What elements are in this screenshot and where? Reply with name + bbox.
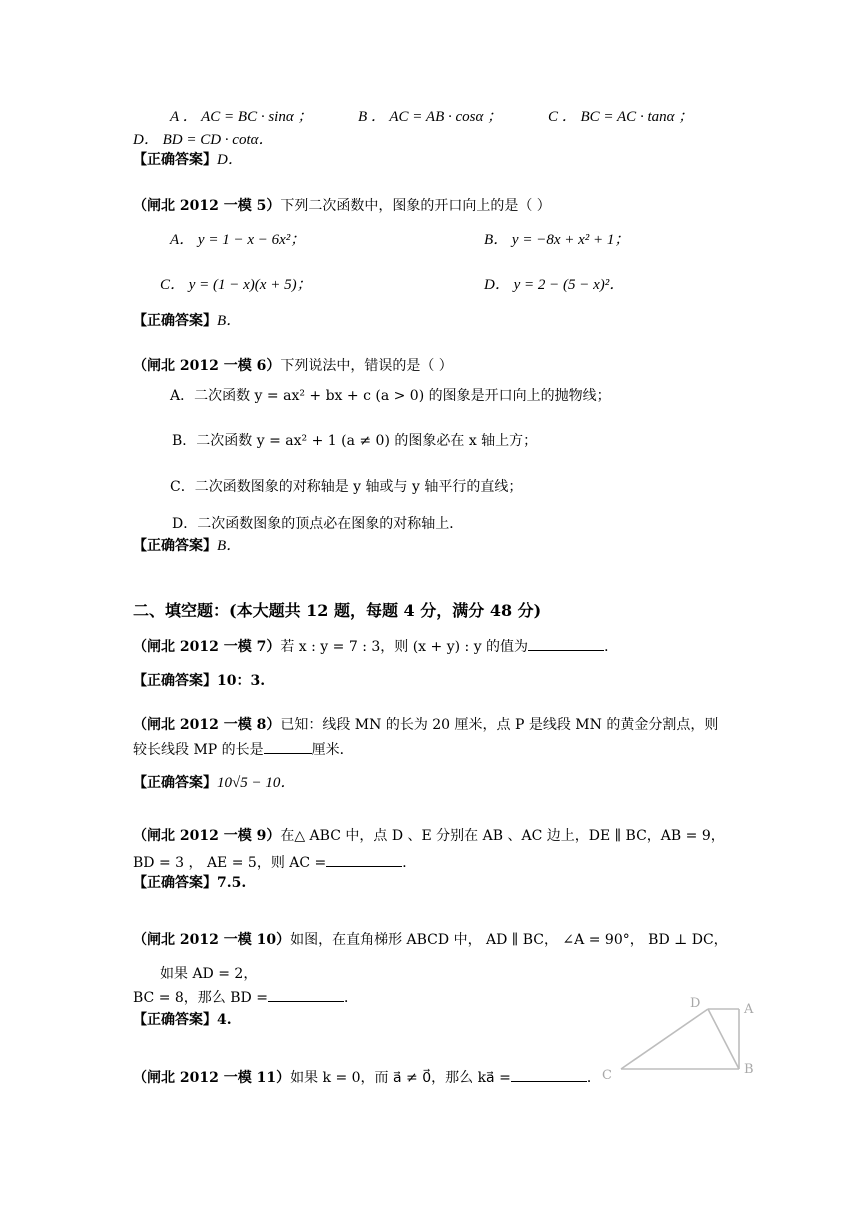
question-text: BD = 3 ， AE = 5，则 AC = [133, 855, 327, 871]
answer-value: 7.5. [217, 875, 247, 891]
label-a: A [744, 1002, 754, 1017]
q4-option-d: D． BD = CD · cotα． [133, 132, 274, 148]
answer-blank [511, 1067, 587, 1082]
answer-label: 【正确答案】 [133, 313, 217, 329]
q6-option-a: A．二次函数 y = ax² + bx + c (a > 0) 的图象是开口向上的抛物线； [170, 388, 611, 404]
q5-option-c: C． y = (1 − x)(x + 5)； [160, 277, 312, 293]
label-b: B [744, 1062, 754, 1077]
q10-stem-line3 [133, 987, 358, 1008]
question-text: 下列说法中，错误的是（ ） [280, 358, 453, 374]
edge-db [708, 1009, 739, 1069]
answer-label: 【正确答案】 [133, 875, 217, 891]
q11-stem [133, 1067, 601, 1088]
question-end: ． [343, 990, 358, 1006]
q8-stem-line2 [133, 739, 354, 760]
q5-answer [133, 311, 241, 331]
q7-stem [133, 636, 618, 657]
answer-value: 10：3. [217, 673, 266, 689]
answer-label: 【正确答案】 [133, 1012, 217, 1028]
q5-option-a: A． y = 1 − x − 6x²； [170, 232, 306, 248]
q6-answer [133, 536, 241, 556]
question-source: （闸北 2012 一模 9） [133, 828, 281, 844]
question-source: （闸北 2012 一模 6） [133, 358, 281, 374]
q10-stem-line2: 如果 AD = 2， [160, 966, 258, 982]
q10-stem-line1 [133, 930, 728, 950]
answer-value: D． [217, 152, 243, 168]
question-end: ． [586, 1070, 601, 1086]
q4-option-b: B ． AC = AB · cosα ； [358, 109, 503, 125]
trapezoid-figure [596, 995, 771, 1090]
q4-option-c: C ． BC = AC · tanα ； [548, 109, 694, 125]
section-title: 二、填空题：(本大题共 12 题，每题 4 分，满分 48 分) [133, 601, 542, 620]
answer-label: 【正确答案】 [133, 152, 217, 168]
q5-stem [133, 196, 551, 216]
question-end: ． [402, 855, 417, 871]
q8-stem-line1 [133, 715, 718, 735]
q7-answer [133, 671, 265, 691]
question-text: 若 x : y = 7 : 3，则 (x + y) : y 的值为 [280, 639, 529, 655]
answer-value: B． [217, 313, 242, 329]
question-source: （闸北 2012 一模 11） [133, 1070, 291, 1086]
answer-blank [264, 739, 312, 754]
question-text: 下列二次函数中，图象的开口向上的是（ ） [280, 198, 551, 214]
answer-blank [326, 852, 402, 867]
q5-option-b: B． y = −8x + x² + 1； [484, 232, 630, 248]
question-text: 较长线段 MP 的长是 [133, 742, 264, 758]
q10-answer [133, 1010, 232, 1030]
label-c: C [602, 1068, 612, 1083]
q8-answer [133, 773, 295, 793]
q9-stem-line2 [133, 852, 416, 873]
question-text: 如果 k = 0，而 a⃗ ≠ 0⃗，那么 ka⃗ = [290, 1070, 511, 1086]
answer-value: 10√5 − 10． [217, 775, 296, 791]
question-source: （闸北 2012 一模 5） [133, 198, 281, 214]
question-text: BC = 8，那么 BD = [133, 990, 268, 1006]
question-text: 在△ ABC 中，点 D 、E 分别在 AB 、AC 边上，DE ∥ BC，AB = 9， [280, 828, 725, 844]
q5-option-d: D． y = 2 − (5 − x)²． [484, 277, 625, 293]
question-source: （闸北 2012 一模 10） [133, 932, 291, 948]
q4-option-a: A ． AC = BC · sinα ； [170, 109, 313, 125]
q6-stem [133, 356, 453, 376]
question-text: 如图，在直角梯形 ABCD 中， AD ∥ BC， ∠A = 90°， BD ⊥ DC， [290, 932, 728, 948]
answer-blank [528, 636, 604, 651]
answer-label: 【正确答案】 [133, 775, 217, 791]
q4-answer [133, 150, 243, 170]
q6-option-b: B．二次函数 y = ax² + 1 (a ≠ 0) 的图象必在 x 轴上方； [172, 433, 538, 449]
q9-stem-line1 [133, 826, 725, 846]
edge-cd [621, 1009, 708, 1069]
answer-label: 【正确答案】 [133, 538, 217, 554]
q6-option-c: C．二次函数图象的对称轴是 y 轴或与 y 轴平行的直线； [170, 479, 523, 495]
q9-answer [133, 873, 246, 893]
answer-blank [268, 987, 344, 1002]
answer-value: B． [217, 538, 242, 554]
question-source: （闸北 2012 一模 8） [133, 717, 281, 733]
q6-option-d: D．二次函数图象的顶点必在图象的对称轴上． [172, 516, 464, 532]
answer-label: 【正确答案】 [133, 673, 217, 689]
answer-value: 4. [217, 1012, 232, 1028]
question-text: 厘米． [311, 742, 354, 758]
question-end: ． [604, 639, 619, 655]
question-text: 已知：线段 MN 的长为 20 厘米，点 P 是线段 MN 的黄金分割点，则 [280, 717, 719, 733]
question-source: （闸北 2012 一模 7） [133, 639, 281, 655]
label-d: D [690, 996, 701, 1011]
